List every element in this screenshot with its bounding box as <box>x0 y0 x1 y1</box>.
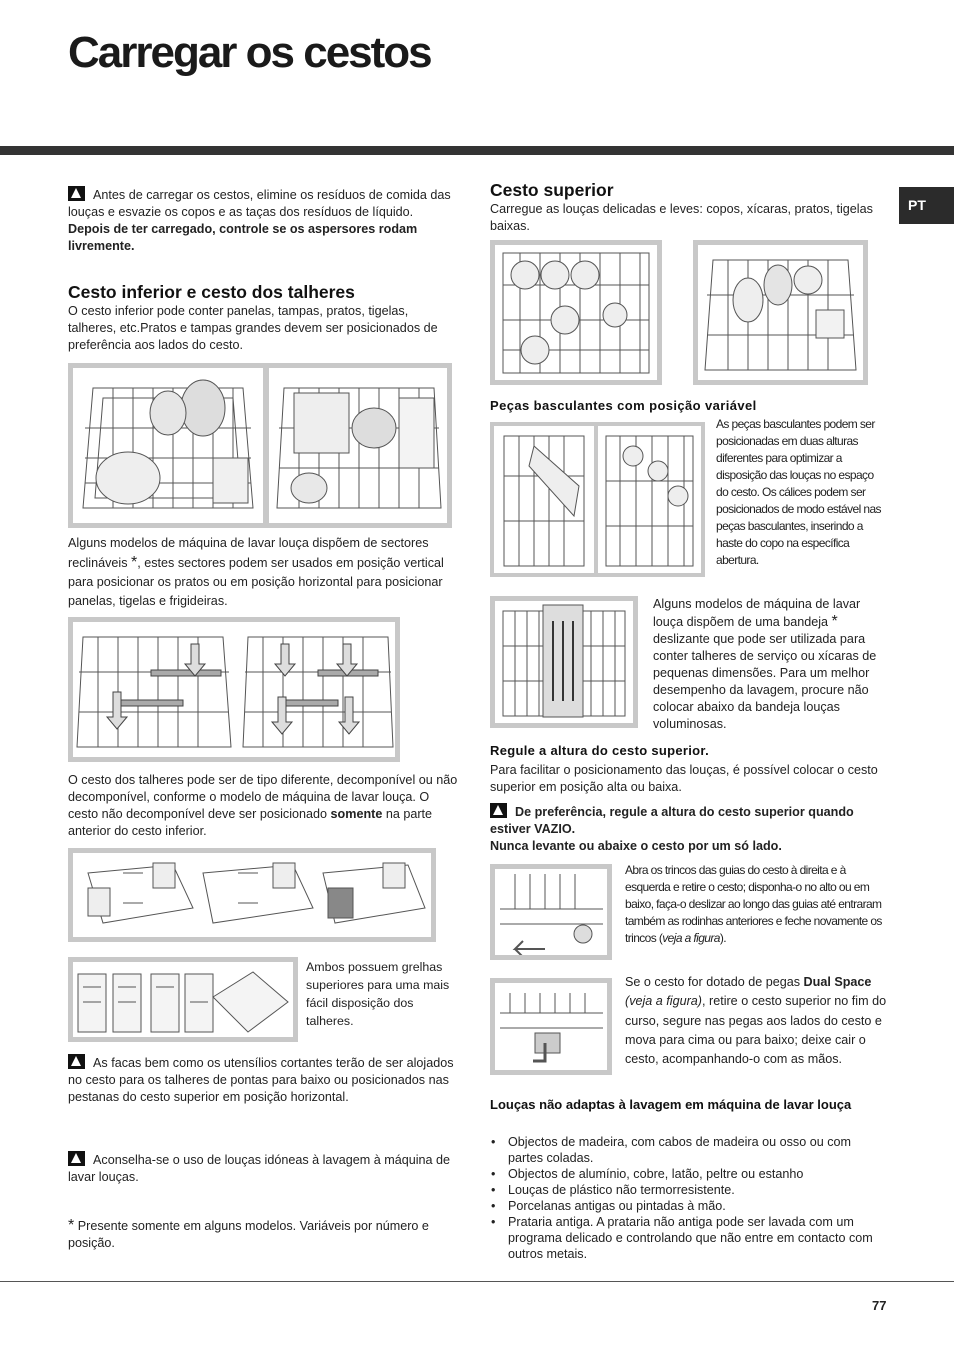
list-item: • Porcelanas antigas ou pintadas à mão. <box>490 1198 888 1214</box>
cutlery-text-a: O cesto dos talheres pode ser de tipo diferente, decomponível ou não decomponível, conforme o modelo de máquina de lavar louça. O cesto não decomponível deve ser posicionado <box>68 773 458 821</box>
knives-warning-text: As facas bem como os utensílios cortantes terão de ser alojados no cesto para os talheres de pontas para baixo ou posicionados nas pestanas do cesto superior em posição horizontal. <box>68 1056 454 1104</box>
warning-triangle-icon <box>68 1151 85 1166</box>
dual-italic: (veja a figura) <box>625 994 702 1009</box>
dishware-warning-text: Aconselha-se o uso de louças idóneas à lavagem à máquina de lavar louças. <box>68 1153 451 1184</box>
unsuitable-heading: Louças não adaptas à lavagem em máquina de lavar louça <box>490 1097 852 1112</box>
footnote <box>68 1217 460 1252</box>
intro-warning: Antes de carregar os cestos, elimine os resíduos de comida das louças e esvazie os copos e as taças dos resíduos de líquido. <box>68 188 451 219</box>
language-tab: PT <box>899 187 954 224</box>
list-item: • Objectos de alumínio, cobre, latão, peltre ou estanho <box>490 1166 888 1182</box>
lower-basket-panel-2 <box>269 368 447 523</box>
dual-space-figure <box>490 978 612 1075</box>
upper-basket-heading: Cesto superior <box>490 180 614 200</box>
dual-text-b: , retire o cesto superior no fim do curso, segure nas pegas aos lados do cesto e mova para cima ou para baixo; deixe cair o cesto, acompanhando-o com as mãos. <box>625 994 887 1067</box>
footnote-text: Presente somente em alguns modelos. Variáveis por número e posição. <box>68 1219 429 1250</box>
dual-bold: Dual Space <box>803 975 872 989</box>
sectors-text-b: , estes sectores podem ser usados em posição vertical para posicionar os pratos ou em posição horizontal para posicionar panelas, tigelas e frigideiras. <box>68 556 444 608</box>
knives-warning <box>68 1054 460 1106</box>
tray-text <box>653 596 888 733</box>
latch-text-b: ). <box>719 931 726 945</box>
sectors-star: * <box>131 554 138 571</box>
grids-text: Ambos possuem grelhas superiores para uma mais fácil disposição dos talheres. <box>306 960 450 1028</box>
upper-basket-figure-1 <box>490 240 662 385</box>
page-number: 77 <box>872 1298 887 1313</box>
cutlery-text-b: na parte anterior do cesto inferior. <box>68 807 433 838</box>
tray-text-a: Alguns modelos de máquina de lavar louça dispõem de uma bandeja <box>653 597 861 629</box>
height-warning-1: De preferência, regule a altura do cesto superior quando estiver VAZIO. <box>490 805 854 836</box>
dual-text-a: Se o cesto for dotado de pegas <box>625 975 804 989</box>
dishware-warning <box>68 1151 460 1186</box>
height-text: Para facilitar o posicionamento das louças, é possível colocar o cesto superior em posição alta ou baixa. <box>490 763 878 794</box>
dual-space-text <box>625 973 887 1069</box>
footer-rule <box>0 1281 954 1282</box>
footnote-star: * <box>68 1217 75 1234</box>
height-warning <box>490 803 890 855</box>
tray-star: * <box>831 613 838 630</box>
tray-text-b: deslizante que pode ser utilizada para conter talheres de serviço ou xícaras de pequenas dimensões. Para um melhor desempenho da lavagem, procure não colocar abaixo da bandeja louças voluminosas. <box>653 632 877 731</box>
latch-text <box>625 862 887 947</box>
cutlery-position-figure <box>68 848 436 942</box>
sectors-text <box>68 534 460 611</box>
latch-text-a: Abra os trincos das guias do cesto à direita e à esquerda e retire o cesto; disponha-o no alto ou em baixo, faça-o deslizar ao longo das guias até entraram também as rodinhas anteriores e feche novamente os trincos ( <box>625 863 882 945</box>
height-warning-2: Nunca levante ou abaixe o cesto por um só lado. <box>490 839 782 853</box>
warning-triangle-icon <box>490 803 507 818</box>
intro-block <box>68 186 458 255</box>
cutlery-grid-figure <box>68 957 298 1042</box>
list-item: • Louças de plástico não termorresistente. <box>490 1182 888 1198</box>
tray-figure <box>490 596 638 728</box>
tilting-heading: Peças basculantes com posição variável <box>490 398 757 413</box>
header-rule <box>0 146 954 155</box>
page-title: Carregar os cestos <box>68 28 431 77</box>
tilting-figure <box>490 422 705 577</box>
upper-basket-text: Carregue as louças delicadas e leves: copos, xícaras, pratos, tigelas baixas. <box>490 202 873 233</box>
latch-figure <box>490 864 612 960</box>
unsuitable-list <box>490 1134 888 1262</box>
cutlery-bold: somente <box>330 807 383 821</box>
intro-bold: Depois de ter carregado, controle se os aspersores rodam livremente. <box>68 222 418 253</box>
lower-basket-panel-1 <box>73 368 263 523</box>
lower-basket-figure <box>68 363 452 528</box>
lower-basket-heading: Cesto inferior e cesto dos talheres <box>68 282 355 302</box>
height-heading: Regule a altura do cesto superior. <box>490 743 709 758</box>
tilting-text: As peças basculantes podem ser posicionadas em duas alturas diferentes para optimizar a disposição das louças no espaço do cesto. Os cálices podem ser posicionados de modo estável nas peças basculantes, inserindo a haste do copo na específica abertura. <box>716 417 881 567</box>
latch-italic: veja a figura <box>662 931 720 945</box>
sectors-figure <box>68 617 400 762</box>
warning-triangle-icon <box>68 186 85 201</box>
list-item: • Prataria antiga. A prataria não antiga pode ser lavada com um programa delicado e controlando que não entre em contacto com outros metais. <box>490 1214 888 1262</box>
warning-triangle-icon <box>68 1054 85 1069</box>
upper-basket-figure-2 <box>693 240 868 385</box>
cutlery-text <box>68 772 460 840</box>
sectors-text-a: Alguns modelos de máquina de lavar louça dispõem de sectores reclináveis <box>68 536 429 570</box>
lower-basket-text: O cesto inferior pode conter panelas, tampas, pratos, tigelas, talheres, etc.Pratos e tampas grandes devem ser posicionados de preferência aos lados do cesto. <box>68 304 438 352</box>
list-item: • Objectos de madeira, com cabos de madeira ou osso ou com partes coladas. <box>490 1134 888 1166</box>
